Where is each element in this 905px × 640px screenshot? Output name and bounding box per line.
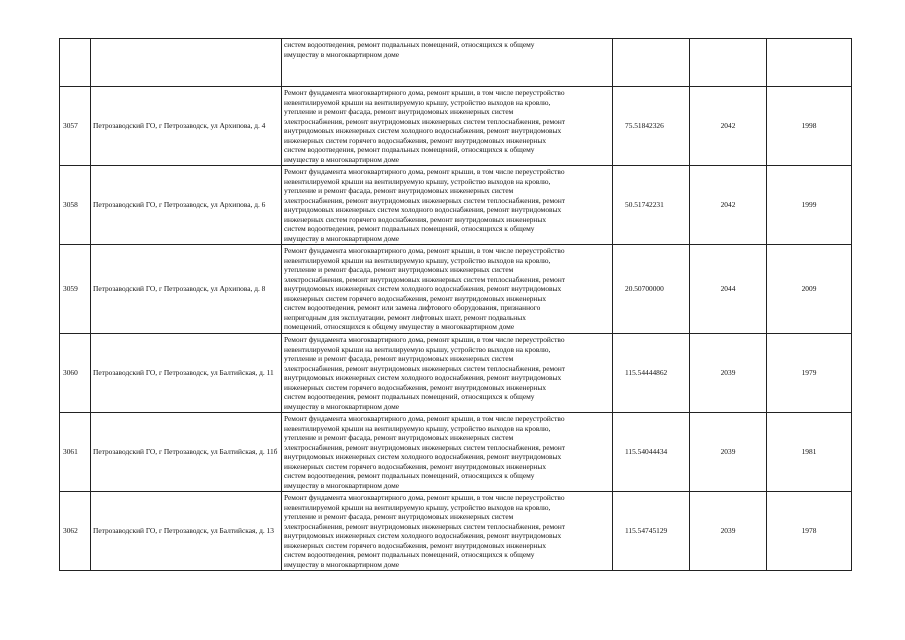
works-line: невентилируемой крыши на вентилируемую крышу, устройство выходов на кровлю,: [284, 176, 551, 186]
address-cell: Петрозаводский ГО, г Петрозаводск, ул Балтийская, д. 13: [91, 492, 282, 571]
table-row: [60, 166, 852, 245]
works-line: систем водоотведения, ремонт подвальных помещений, относящихся к общему: [284, 550, 535, 560]
plan-year-cell: 2039: [690, 492, 767, 571]
cost-cell: 115.54044434: [613, 413, 690, 492]
works-line: утепление и ремонт фасада, ремонт внутридомовых инженерных систем: [284, 186, 514, 196]
cost-cell: 75.51842326: [613, 87, 690, 166]
works-line: внутридомовых инженерных систем холодного водоснабжения, ремонт внутридомовых: [284, 205, 562, 215]
works-line: имуществу в многоквартирном доме: [284, 401, 400, 411]
row-number-cell: 3057: [60, 87, 91, 166]
plan-year-cell: 2039: [690, 413, 767, 492]
works-cell: [282, 87, 613, 166]
works-line: внутридомовых инженерных систем холодного водоснабжения, ремонт внутридомовых: [284, 531, 562, 541]
plan-year-cell: 2039: [690, 334, 767, 413]
works-line: Ремонт фундамента многоквартирного дома, ремонт крыши, в том числе переустройство: [284, 167, 565, 176]
works-cell: [282, 39, 613, 87]
works-cell: [282, 245, 613, 334]
works-line: имуществу в многоквартирном доме: [284, 233, 400, 243]
works-line: утепление и ремонт фасада, ремонт внутридомовых инженерных систем: [284, 107, 514, 117]
table-row: [60, 245, 852, 334]
works-line: Ремонт фундамента многоквартирного дома, ремонт крыши, в том числе переустройство: [284, 493, 565, 502]
works-line: Ремонт фундамента многоквартирного дома, ремонт крыши, в том числе переустройство: [284, 414, 565, 423]
row-number-cell: 3059: [60, 245, 91, 334]
address-cell: Петрозаводский ГО, г Петрозаводск, ул Архипова, д. 8: [91, 245, 282, 334]
address-cell: Петрозаводский ГО, г Петрозаводск, ул Балтийская, д. 11б: [91, 413, 282, 492]
built-year-cell: 1999: [767, 166, 852, 245]
table-row: [60, 492, 852, 571]
works-line: внутридомовых инженерных систем холодного водоснабжения, ремонт внутридомовых: [284, 126, 562, 136]
address-cell: [91, 39, 282, 87]
works-line: имуществу в многоквартирном доме: [284, 49, 400, 59]
works-line: внутридомовых инженерных систем холодного водоснабжения, ремонт внутридомовых: [284, 373, 562, 383]
works-line: имуществу в многоквартирном доме: [284, 480, 400, 490]
built-year-cell: 1981: [767, 413, 852, 492]
cost-cell: 20.50700000: [613, 245, 690, 334]
cost-cell: [613, 39, 690, 87]
works-line: Ремонт фундамента многоквартирного дома, ремонт крыши, в том числе переустройство: [284, 88, 565, 97]
works-line: утепление и ремонт фасада, ремонт внутридомовых инженерных систем: [284, 512, 514, 522]
works-line: систем водоотведения, ремонт подвальных помещений, относящихся к общему: [284, 224, 535, 234]
built-year-cell: 1978: [767, 492, 852, 571]
works-line: невентилируемой крыши на вентилируемую крышу, устройство выходов на кровлю,: [284, 97, 551, 107]
works-line: утепление и ремонт фасада, ремонт внутридомовых инженерных систем: [284, 354, 514, 364]
works-line: внутридомовых инженерных систем холодного водоснабжения, ремонт внутридомовых: [284, 452, 562, 462]
built-year-cell: 1979: [767, 334, 852, 413]
works-line: систем водоотведения, ремонт подвальных помещений, относящихся к общему: [284, 145, 535, 155]
table-body: [60, 39, 852, 571]
works-line: электроснабжения, ремонт внутридомовых инженерных систем теплоснабжения, ремонт: [284, 363, 566, 373]
table-row: [60, 39, 852, 87]
works-line: систем водоотведения, ремонт подвальных помещений, относящихся к общему: [284, 471, 535, 481]
works-line: электроснабжения, ремонт внутридомовых инженерных систем теплоснабжения, ремонт: [284, 116, 566, 126]
table-row: [60, 334, 852, 413]
works-line: инженерных систем горячего водоснабжения, ремонт внутридомовых инженерных: [284, 461, 547, 471]
works-line: помещений, относящихся к общему имуществу в многоквартирном доме: [284, 322, 515, 332]
works-line: Ремонт фундамента многоквартирного дома, ремонт крыши, в том числе переустройство: [284, 335, 565, 344]
repair-plan-table: [59, 38, 852, 571]
built-year-cell: 2009: [767, 245, 852, 334]
works-line: невентилируемой крыши на вентилируемую крышу, устройство выходов на кровлю,: [284, 423, 551, 433]
cost-cell: 115.54444862: [613, 334, 690, 413]
row-number-cell: 3058: [60, 166, 91, 245]
works-line: систем водоотведения, ремонт подвальных помещений, относящихся к общему: [284, 40, 535, 49]
works-line: инженерных систем горячего водоснабжения, ремонт внутридомовых инженерных: [284, 382, 547, 392]
works-line: инженерных систем горячего водоснабжения, ремонт внутридомовых инженерных: [284, 135, 547, 145]
row-number-cell: 3061: [60, 413, 91, 492]
built-year-cell: [767, 39, 852, 87]
works-line: утепление и ремонт фасада, ремонт внутридомовых инженерных систем: [284, 265, 514, 275]
works-line: непригодным для эксплуатации, ремонт лифтовых шахт, ремонт подвальных: [284, 312, 526, 322]
address-cell: Петрозаводский ГО, г Петрозаводск, ул Архипова, д. 4: [91, 87, 282, 166]
plan-year-cell: [690, 39, 767, 87]
works-line: имуществу в многоквартирном доме: [284, 559, 400, 569]
table-row: [60, 413, 852, 492]
works-line: невентилируемой крыши на вентилируемую крышу, устройство выходов на кровлю,: [284, 502, 551, 512]
works-line: инженерных систем горячего водоснабжения, ремонт внутридомовых инженерных: [284, 214, 547, 224]
works-line: систем водоотведения, ремонт подвальных помещений, относящихся к общему: [284, 392, 535, 402]
plan-year-cell: 2042: [690, 166, 767, 245]
works-line: систем водоотведения, ремонт или замена лифтового оборудования, признанного: [284, 303, 541, 313]
plan-year-cell: 2042: [690, 87, 767, 166]
works-line: электроснабжения, ремонт внутридомовых инженерных систем теплоснабжения, ремонт: [284, 521, 566, 531]
table-row: [60, 87, 852, 166]
cost-cell: 115.54745129: [613, 492, 690, 571]
works-cell: [282, 413, 613, 492]
row-number-cell: 3062: [60, 492, 91, 571]
works-line: Ремонт фундамента многоквартирного дома, ремонт крыши, в том числе переустройство: [284, 246, 565, 255]
cost-cell: 50.51742231: [613, 166, 690, 245]
works-cell: [282, 166, 613, 245]
works-line: утепление и ремонт фасада, ремонт внутридомовых инженерных систем: [284, 433, 514, 443]
row-number-cell: 3060: [60, 334, 91, 413]
works-line: электроснабжения, ремонт внутридомовых инженерных систем теплоснабжения, ремонт: [284, 195, 566, 205]
works-line: электроснабжения, ремонт внутридомовых инженерных систем теплоснабжения, ремонт: [284, 274, 566, 284]
works-line: инженерных систем горячего водоснабжения, ремонт внутридомовых инженерных: [284, 293, 547, 303]
works-cell: [282, 492, 613, 571]
works-cell: [282, 334, 613, 413]
works-line: невентилируемой крыши на вентилируемую крышу, устройство выходов на кровлю,: [284, 344, 551, 354]
built-year-cell: 1998: [767, 87, 852, 166]
address-cell: Петрозаводский ГО, г Петрозаводск, ул Архипова, д. 6: [91, 166, 282, 245]
address-cell: Петрозаводский ГО, г Петрозаводск, ул Балтийская, д. 11: [91, 334, 282, 413]
works-line: внутридомовых инженерных систем холодного водоснабжения, ремонт внутридомовых: [284, 284, 562, 294]
works-line: инженерных систем горячего водоснабжения, ремонт внутридомовых инженерных: [284, 540, 547, 550]
row-number-cell: [60, 39, 91, 87]
works-line: электроснабжения, ремонт внутридомовых инженерных систем теплоснабжения, ремонт: [284, 442, 566, 452]
plan-year-cell: 2044: [690, 245, 767, 334]
works-line: невентилируемой крыши на вентилируемую крышу, устройство выходов на кровлю,: [284, 255, 551, 265]
works-line: имуществу в многоквартирном доме: [284, 154, 400, 164]
